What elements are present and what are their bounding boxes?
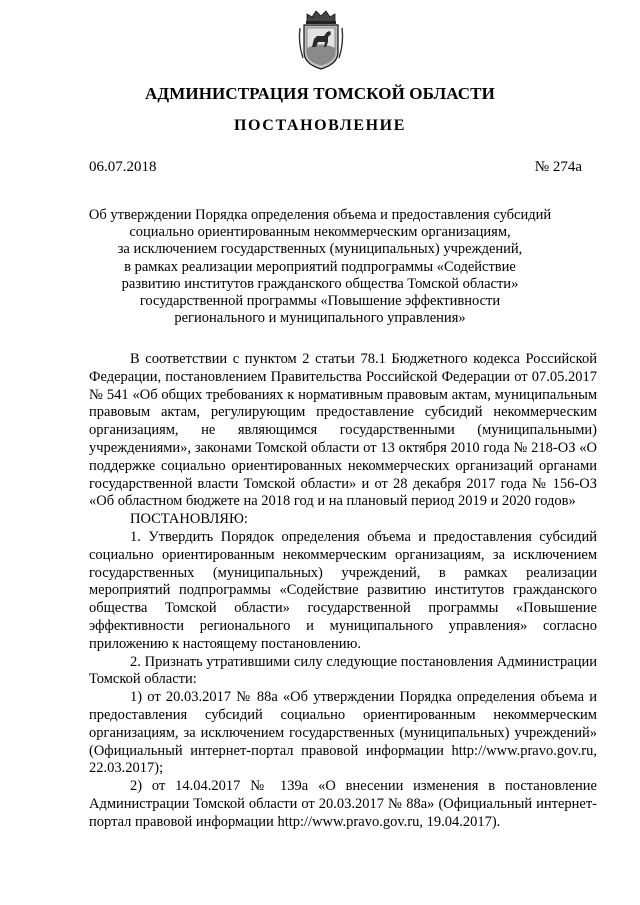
document-type: ПОСТАНОВЛЕНИЕ [234,117,406,134]
item-2-paragraph: 2. Признать утратившими силу следующие постановления Администрации Томской области: [89,653,597,688]
document-title [80,207,560,327]
organization-name: АДМИНИСТРАЦИЯ ТОМСКОЙ ОБЛАСТИ [145,84,495,103]
document-date: 06.07.2018 [89,159,157,175]
title-line: социально ориентированным некоммерческим организациям, [129,224,511,241]
title-line: за исключением государственных (муниципальных) учреждений, [117,241,523,258]
title-line: развитию институтов гражданского общества Томской области» [121,275,519,292]
item-2-1-paragraph: 1) от 20.03.2017 № 88а «Об утверждении Порядка определения объема и предоставления субсидий социально ориентированным некоммерческим организациям, за исключением государственных (муниципальных) учреждений» (Официальный интернет-портал правовой информации http://www.pravo.gov.ru, 22.03.2017); [89,689,597,777]
document-number: № 274а [534,159,582,175]
preamble-paragraph: В соответствии с пунктом 2 статьи 78.1 Бюджетного кодекса Российской Федерации, постановлением Правительства Российской Федерации от 07.05.2017 № 541 «Об общих требованиях к нормативным правовым актам, муниципальным правовым актам, регулирующим предоставление субсидий некоммерческим организациям, не являющимся государственными (муниципальными) учреждениями», законами Томской области от 13 октября 2010 года № 218-ОЗ «О поддержке социально ориентированных некоммерческих организаций органами государственной власти Томской области» и от 28 декабря 2017 года № 156-ОЗ «Об областном бюджете на 2018 год и на плановый период 2019 и 2020 годов» [89,351,597,510]
document-body [89,351,597,832]
item-1-paragraph: 1. Утвердить Порядок определения объема и предоставления субсидий социально ориентированным некоммерческим организациям, за исключением государственных (муниципальных) учреждений, в рамках реализации мероприятий подпрограммы «Содействие развитию институтов гражданского общества Томской области» государственной программы «Повышение эффективности регионального и муниципального управления» согласно приложению к настоящему постановлению. [89,528,597,652]
coat-of-arms-icon [297,8,345,72]
title-line: государственной программы «Повышение эффективности [139,293,501,310]
title-line: в рамках реализации мероприятий подпрограммы «Содействие [124,258,516,275]
item-2-2-paragraph: 2) от 14.04.2017 № 139а «О внесении изменения в постановление Администрации Томской области от 20.03.2017 № 88а» (Официальный интернет-портал правовой информации http://www.pravo.gov.ru, 19.04.2017). [89,778,597,830]
decree-word: ПОСТАНОВЛЯЮ: [130,511,248,528]
title-line: регионального и муниципального управления» [174,310,466,327]
title-line: Об утверждении Порядка определения объема и предоставления субсидий [88,207,552,223]
